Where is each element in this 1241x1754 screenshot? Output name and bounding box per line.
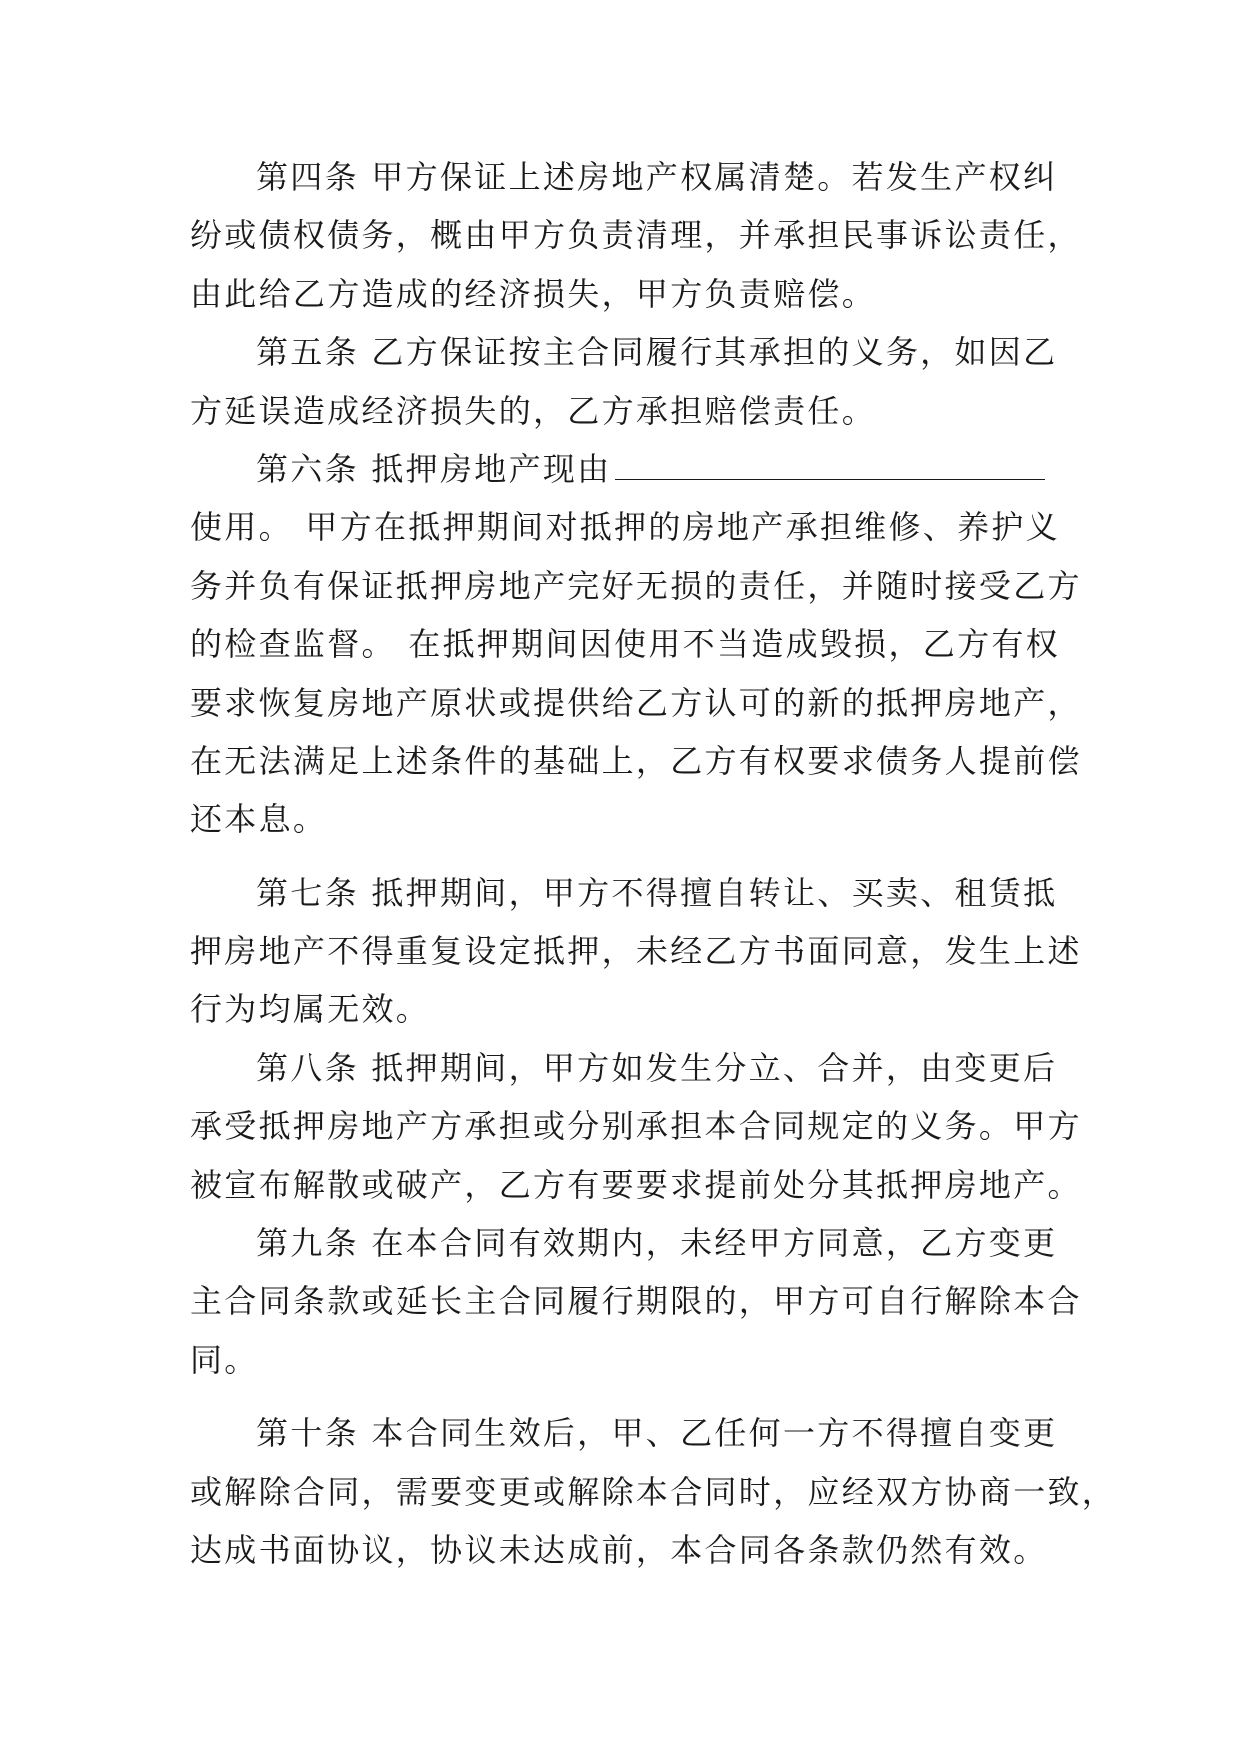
article-10 (190, 1404, 1117, 1579)
article-5-line-1: 第五条 乙方保证按主合同履行其承担的义务，如因乙 (256, 333, 1058, 372)
article-9-line-1: 第九条 在本合同有效期内，未经甲方同意，乙方变更 (256, 1224, 1058, 1263)
article-9-line-3: 同。 (190, 1340, 259, 1379)
article-6-line-7: 还本息。 (190, 800, 328, 839)
article-9-line-2: 主合同条款或延长主合同履行期限的，甲方可自行解除本合 (190, 1282, 1082, 1321)
article-4-line-2: 纷或债权债务，概由甲方负责清理，并承担民事诉讼责任， (190, 216, 1082, 255)
article-8-line-1: 第八条 抵押期间，甲方如发生分立、合并，由变更后 (256, 1048, 1058, 1087)
article-8-line-2: 承受抵押房地产方承担或分别承担本合同规定的义务。甲方 (190, 1107, 1082, 1146)
article-8-line-3: 被宣布解散或破产，乙方有要要求提前处分其抵押房地产。 (190, 1165, 1082, 1204)
article-6-line-3: 务并负有保证抵押房地产完好无损的责任，并随时接受乙方 (190, 566, 1082, 605)
article-5-line-2: 方延误造成经济损失的，乙方承担赔偿责任。 (190, 391, 877, 430)
article-6-line-5: 要求恢复房地产原状或提供给乙方认可的新的抵押房地产， (190, 683, 1082, 722)
article-6-line-2: 使用。 甲方在抵押期间对抵押的房地产承担维修、养护义 (190, 508, 1060, 547)
article-6-line-1 (190, 440, 1060, 498)
article-9 (190, 1214, 1082, 1389)
article-6-line-1-text: 第六条 抵押房地产现由 (256, 449, 612, 488)
article-7 (190, 864, 1082, 1039)
paragraph-gap (190, 1389, 1060, 1404)
article-10-line-2: 或解除合同，需要变更或解除本合同时，应经双方协商一致， (190, 1472, 1117, 1511)
article-6-line-6: 在无法满足上述条件的基础上，乙方有权要求债务人提前偿 (190, 741, 1082, 780)
article-6-line-4: 的检查监督。 在抵押期间因使用不当造成毁损，乙方有权 (190, 625, 1060, 664)
article-10-line-3: 达成书面协议，协议未达成前，本合同各条款仍然有效。 (190, 1530, 1048, 1569)
article-8 (190, 1039, 1082, 1214)
article-7-line-2: 押房地产不得重复设定抵押，未经乙方书面同意，发生上述 (190, 932, 1082, 971)
article-5 (190, 323, 1060, 440)
article-7-line-1: 第七条 抵押期间，甲方不得擅自转让、买卖、租赁抵 (256, 873, 1058, 912)
article-4-line-1: 第四条 甲方保证上述房地产权属清楚。若发生产权纠 (256, 158, 1058, 196)
article-4 (190, 148, 1082, 323)
fill-in-blank-line (615, 447, 1045, 480)
paragraph-gap (190, 849, 1060, 864)
article-10-line-1: 第十条 本合同生效后，甲、乙任何一方不得擅自变更 (256, 1414, 1058, 1453)
article-6 (190, 440, 1082, 849)
article-7-line-3: 行为均属无效。 (190, 990, 431, 1029)
article-4-line-3: 由此给乙方造成的经济损失，甲方负责赔偿。 (190, 274, 877, 313)
contract-body (190, 148, 1117, 1579)
